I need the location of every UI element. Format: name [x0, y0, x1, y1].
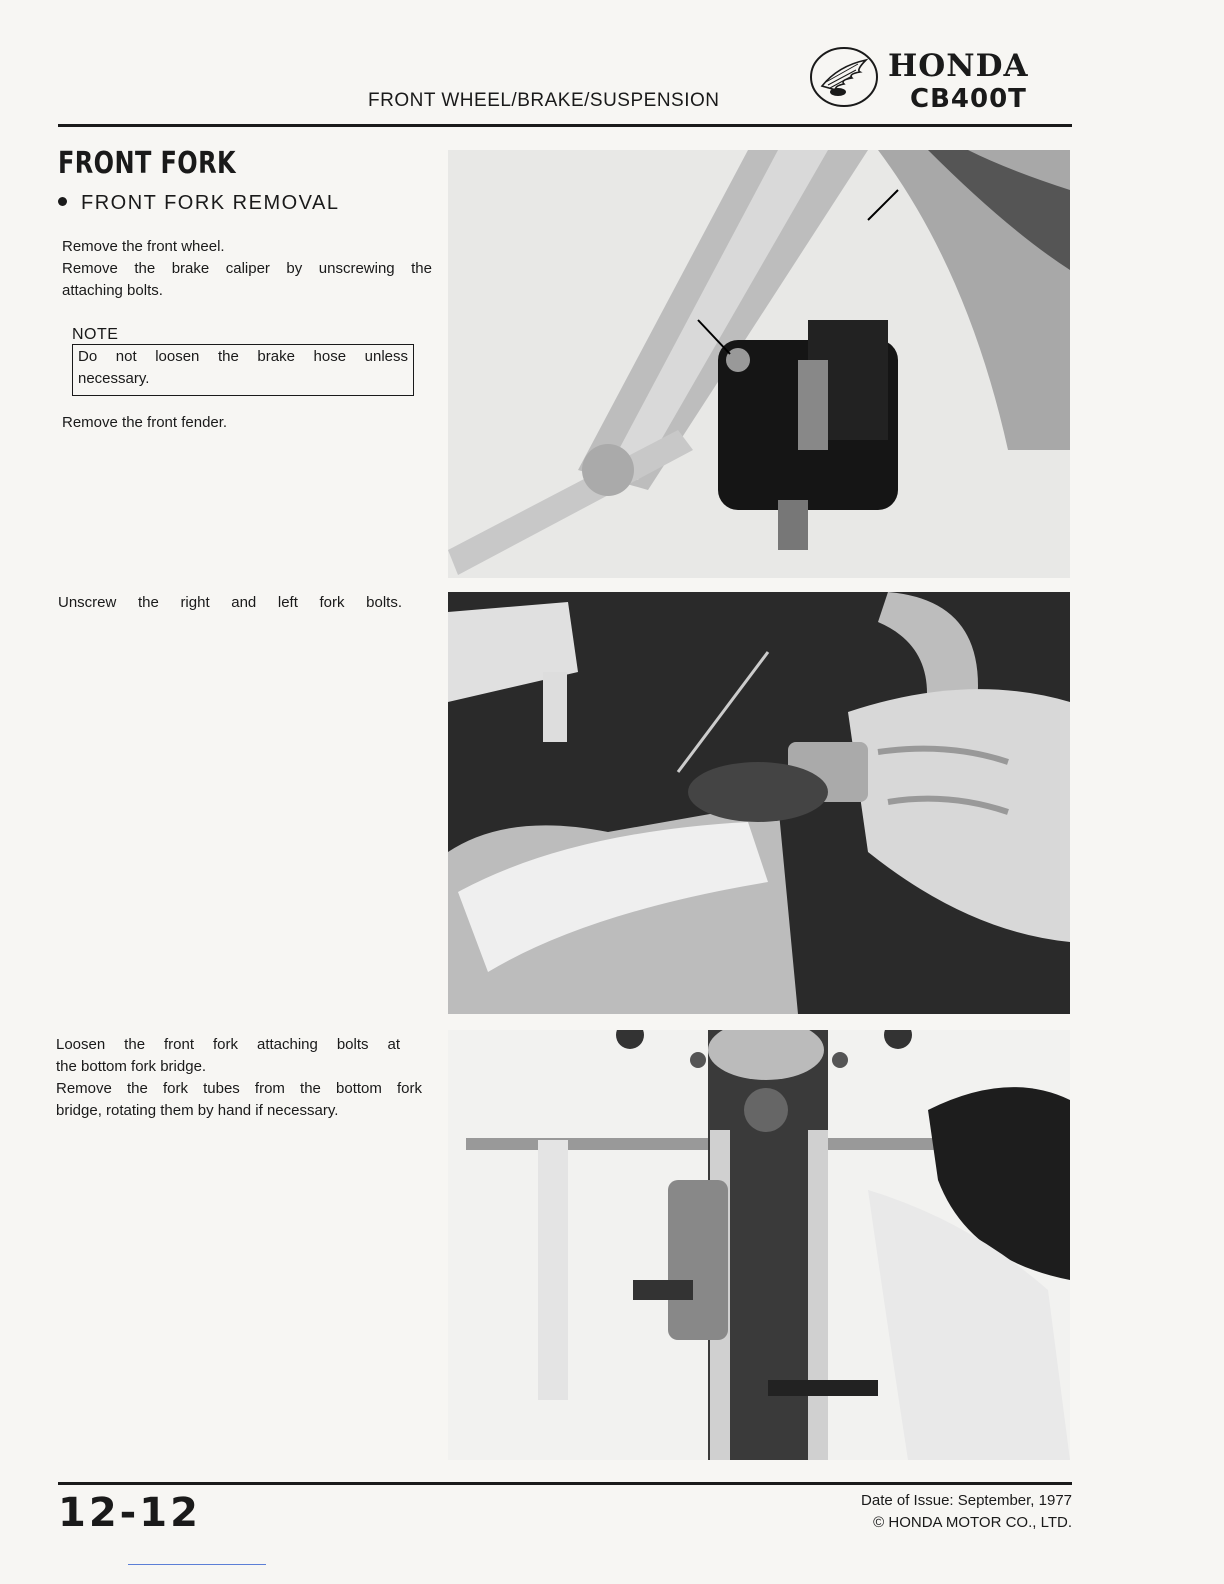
section-header: FRONT WHEEL/BRAKE/SUSPENSION	[368, 90, 720, 111]
step-loosen-bolts	[56, 1034, 426, 1122]
issue-date: Date of Issue: September, 1977	[861, 1492, 1072, 1509]
step-line: the bottom fork bridge.	[56, 1058, 207, 1075]
note-box	[72, 344, 414, 396]
step-line: Remove the front wheel.	[62, 238, 225, 255]
section-subtitle	[58, 192, 340, 215]
bullet-icon	[58, 197, 67, 206]
model-name: CB400T	[910, 84, 1027, 114]
page-number: 12-12	[58, 1490, 201, 1536]
photo-fork-bolts	[448, 592, 1070, 1014]
brand-name: HONDA	[888, 48, 1029, 84]
scan-artifact-line	[128, 1564, 266, 1565]
honda-wing-icon	[808, 46, 880, 108]
note-line: necessary.	[78, 370, 150, 387]
note-label: NOTE	[72, 326, 119, 343]
photo-bottom-fork-bridge	[448, 1030, 1070, 1460]
step-line: bridge, rotating them by hand if necessary.	[56, 1102, 339, 1119]
copyright: © HONDA MOTOR CO., LTD.	[873, 1514, 1072, 1531]
page-title: FRONT FORK	[58, 146, 236, 181]
subtitle-text: FRONT FORK REMOVAL	[81, 192, 340, 214]
photo-brake-caliper	[448, 150, 1070, 578]
step-unscrew-fork-bolts: Unscrew the right and left fork bolts.	[58, 594, 402, 611]
step-line: Remove the brake caliper by unscrewing the	[62, 260, 432, 277]
note-line: Do not loosen the brake hose unless	[78, 348, 408, 365]
step-remove-wheel	[62, 236, 432, 302]
issue-info	[820, 1490, 1072, 1534]
footer-rule	[58, 1482, 1072, 1485]
step-line: Remove the fork tubes from the bottom fork	[56, 1080, 422, 1097]
step-line: Loosen the front fork attaching bolts at	[56, 1036, 400, 1053]
step-line: attaching bolts.	[62, 282, 163, 299]
header-rule	[58, 124, 1072, 127]
step-remove-fender: Remove the front fender.	[62, 414, 228, 431]
